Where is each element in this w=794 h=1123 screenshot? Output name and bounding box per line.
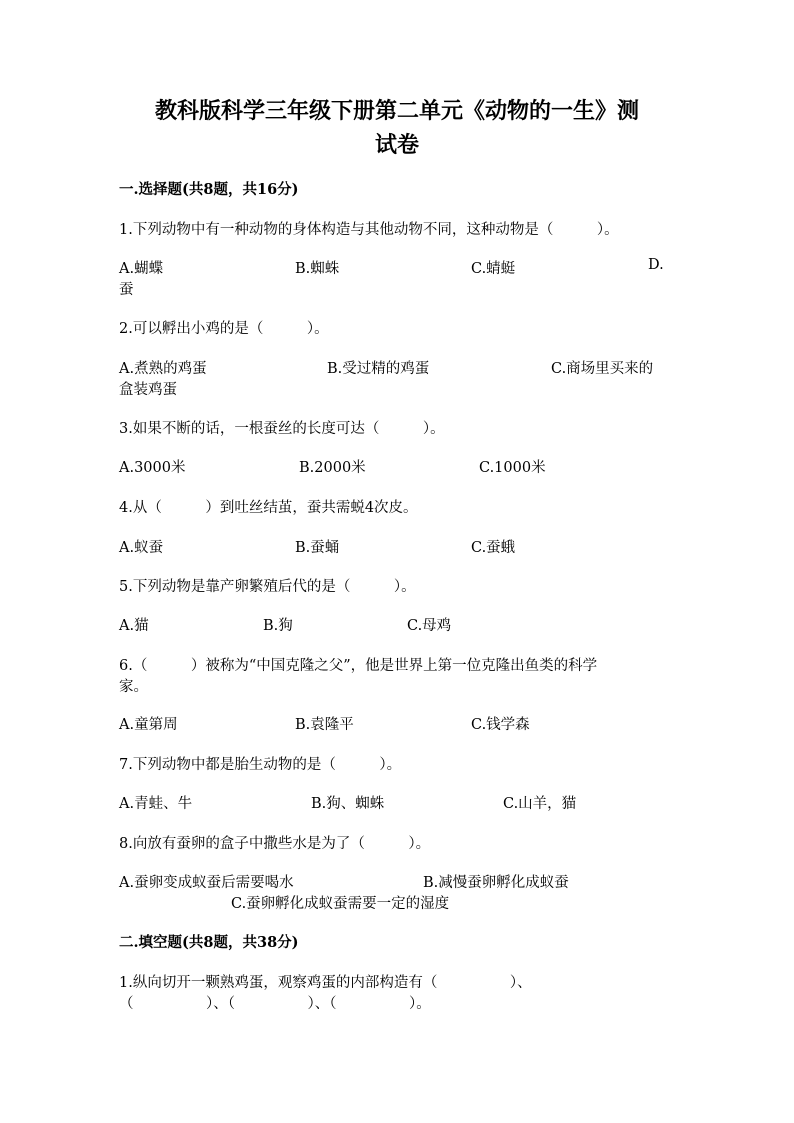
q7-option-a: A.青蛙、牛	[119, 796, 193, 812]
section-heading-fill: 二.填空题(共8题，共38分)	[119, 934, 299, 951]
q1-option-c: C.蜻蜓	[471, 261, 516, 277]
question-5: 5.下列动物是靠产卵繁殖后代的是（ ）。	[119, 579, 416, 595]
q8-option-c: C.蚕卵孵化成蚁蚕需要一定的湿度	[231, 896, 450, 912]
q8-option-b: B.减慢蚕卵孵化成蚁蚕	[423, 875, 569, 891]
q5-option-c: C.母鸡	[407, 618, 452, 634]
question-7: 7.下列动物中都是胎生动物的是（ ）。	[119, 757, 402, 773]
q7-option-b: B.狗、蜘蛛	[311, 796, 385, 812]
question-6: 6.（ ）被称为“中国克隆之父”，他是世界上第一位克隆出鱼类的科学	[119, 658, 598, 674]
q3-option-a: A.3000米	[119, 460, 186, 476]
q4-option-b: B.蚕蛹	[295, 540, 340, 556]
q2-option-b: B.受过精的鸡蛋	[327, 361, 430, 377]
q4-option-a: A.蚁蚕	[119, 540, 164, 556]
q5-option-a: A.猫	[119, 618, 149, 634]
question-2: 2.可以孵出小鸡的是（ ）。	[119, 321, 329, 337]
question-8: 8.向放有蚕卵的盒子中撒些水是为了（ ）。	[119, 836, 431, 852]
q1-option-b: B.蜘蛛	[295, 261, 340, 277]
q6-option-a: A.童第周	[119, 717, 178, 733]
section-heading-choice: 一.选择题(共8题，共16分)	[119, 181, 299, 198]
page-title	[110, 94, 684, 162]
fill-question-1-wrap: （ ）、（ ）、（ ）。	[119, 996, 431, 1012]
question-3: 3.如果不断的话，一根蚕丝的长度可达（ ）。	[119, 421, 445, 437]
q4-option-c: C.蚕蛾	[471, 540, 516, 556]
fill-question-1: 1.纵向切开一颗熟鸡蛋，观察鸡蛋的内部构造有（ ）、	[119, 975, 532, 991]
question-6-wrap: 家。	[119, 679, 148, 695]
question-4: 4.从（ ）到吐丝结茧，蚕共需蜕4次皮。	[119, 500, 418, 516]
q2-option-c-wrap: 盒装鸡蛋	[119, 382, 177, 398]
q7-option-c: C.山羊，猫	[503, 796, 577, 812]
q1-option-d-wrap: 蚕	[119, 282, 134, 298]
q6-option-b: B.袁隆平	[295, 717, 354, 733]
q5-option-b: B.狗	[263, 618, 293, 634]
q8-option-a: A.蚕卵变成蚁蚕后需要喝水	[119, 875, 294, 891]
q6-option-c: C.钱学森	[471, 717, 530, 733]
question-1: 1.下列动物中有一种动物的身体构造与其他动物不同，这种动物是（ ）。	[119, 222, 619, 238]
q3-option-c: C.1000米	[479, 460, 546, 476]
q2-option-c: C.商场里买来的	[551, 361, 654, 377]
title-line-2: 试卷	[374, 132, 419, 158]
q1-option-d: D.	[648, 257, 664, 273]
title-line-1: 教科版科学三年级下册第二单元《动物的一生》测	[154, 98, 639, 124]
q3-option-b: B.2000米	[299, 460, 366, 476]
q1-option-a: A.蝴蝶	[119, 261, 164, 277]
q2-option-a: A.煮熟的鸡蛋	[119, 361, 207, 377]
